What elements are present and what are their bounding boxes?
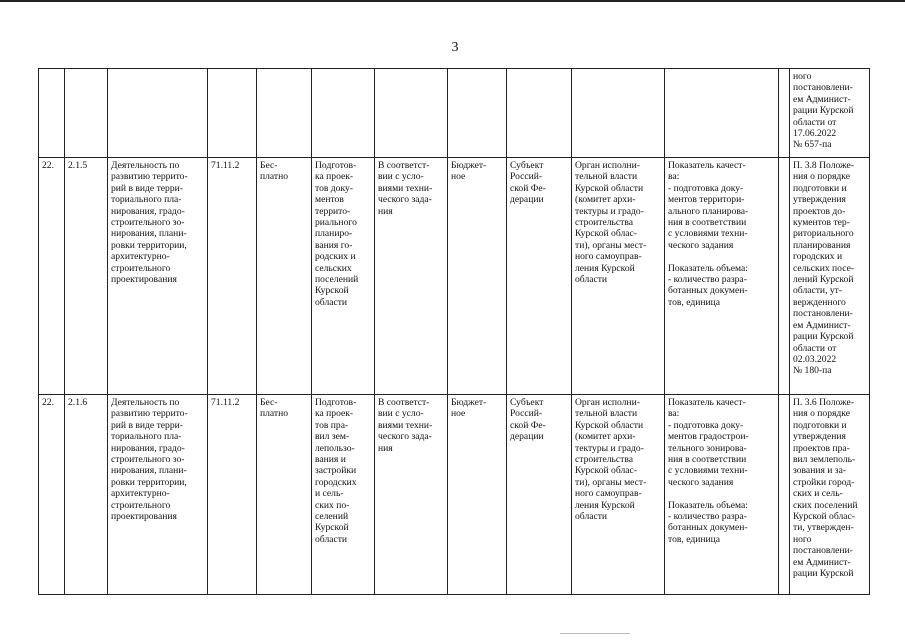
page-number: 3 xyxy=(451,40,459,55)
content-text: Подготов- ка проек- тов доку- ментов террито- риального планиро- вания го- родских и сельских поселений Курской области xyxy=(315,160,359,308)
cell-empty xyxy=(507,69,572,158)
founder-text: Субъект Россий- ской Фе- дерации xyxy=(510,160,546,206)
okved-code: 71.11.2 xyxy=(211,397,240,408)
cell-payment xyxy=(257,158,312,395)
row-code: 2.1.5 xyxy=(68,160,88,171)
basis-continued-text: ного постановлени- ем Админист- рации Курской области от 17.06.2022 № 657-па xyxy=(793,71,854,151)
cell-organ xyxy=(572,158,665,395)
content-text: Подготов- ка проек- тов пра- вил зем- лепользо- вания и застройки городских и сель- ских по- селений Курской области xyxy=(315,397,357,545)
conditions-text: В соответст- вии с усло- виями техни- ческого зада- ния xyxy=(378,160,433,217)
cell-empty xyxy=(208,69,257,158)
founder-text: Субъект Россий- ской Фе- дерации xyxy=(510,397,546,443)
cell-type xyxy=(448,158,507,395)
cell-basis xyxy=(790,395,870,595)
organ-text: Орган исполни- тельной власти Курской области (комитет архи- тектуры и градо- строительства Курской облас- ти), органы мест- ного самоуправ- ления Курской области xyxy=(575,397,647,523)
row-code: 2.1.6 xyxy=(68,397,88,408)
cell-empty xyxy=(448,69,507,158)
cell-empty xyxy=(779,69,790,158)
basis-text: П. 3.8 Положе- ния о порядке подготовки и утверждения проектов до- кументов тер- риториального планирования городских и сельских посе- лений Курской области, ут- вержденного постановлени- ем Админист- рации Курской области от 02.03.2022 № 180-па xyxy=(793,160,855,377)
cell-empty xyxy=(665,69,779,158)
cell-empty xyxy=(108,69,208,158)
cell-organ xyxy=(572,395,665,595)
institution-type-text: Бюджет- ное xyxy=(451,397,487,420)
scan-mark xyxy=(560,633,630,634)
cell-content xyxy=(312,395,375,595)
institution-type-text: Бюджет- ное xyxy=(451,160,487,183)
table-row xyxy=(39,158,870,395)
cell-empty xyxy=(39,69,65,158)
organ-text: Орган исполни- тельной власти Курской области (комитет архи- тектуры и градо- строительства Курской облас- ти), органы мест- ного самоуправ- ления Курской области xyxy=(575,160,647,286)
cell-payment xyxy=(257,395,312,595)
cell-founder xyxy=(507,395,572,595)
activity-text: Деятельность по развитию террито- рий в виде терри- ториального пла- нирования, градо- строительного зо- нирования, плани- ровки территории, архитектурно- строительного проектирования xyxy=(111,160,188,286)
cell-basis xyxy=(790,158,870,395)
cell-founder xyxy=(507,158,572,395)
row-number: 22. xyxy=(42,160,54,171)
cell-code xyxy=(65,395,108,595)
activity-text: Деятельность по развитию террито- рий в виде терри- ториального пла- нирования, градо- строительного зо- нирования, плани- ровки территории, архитектурно- строительного проектирования xyxy=(111,397,188,523)
cell-code xyxy=(65,158,108,395)
basis-text: П. 3.6 Положе- ния о порядке подготовки и утверждения проектов пра- вил землеполь- зования и за- стройки город- ских и сель- ских поселений Курской облас- ти, утвержден- ного постановлени- ем Админист- рации Курской xyxy=(793,397,858,580)
row-number: 22. xyxy=(42,397,54,408)
continuation-row xyxy=(39,69,870,158)
cell-empty xyxy=(312,69,375,158)
cell-empty xyxy=(779,158,790,395)
cell-num xyxy=(39,158,65,395)
payment-text: Бес- платно xyxy=(260,160,289,183)
cell-activity xyxy=(108,158,208,395)
indicators-text: Показатель качест- ва: - подготовка доку- ментов градострои- тельного зонирова- ния в соответствии с условиями техни- ческого задания Показатель объема: - количество разра- ботанных докумен- тов, единица xyxy=(668,397,749,545)
table-row xyxy=(39,395,870,595)
cell-indicators xyxy=(665,395,779,595)
cell-basis-continued xyxy=(790,69,870,158)
top-border-line xyxy=(0,0,905,2)
cell-empty xyxy=(779,395,790,595)
cell-empty xyxy=(375,69,448,158)
cell-num xyxy=(39,395,65,595)
registry-table xyxy=(38,68,870,595)
cell-okved xyxy=(208,395,257,595)
cell-indicators xyxy=(665,158,779,395)
cell-content xyxy=(312,158,375,395)
cell-type xyxy=(448,395,507,595)
cell-conditions xyxy=(375,395,448,595)
cell-okved xyxy=(208,158,257,395)
indicators-text: Показатель качест- ва: - подготовка доку- ментов территори- ального планирова- ния в соответствии с условиями техни- ческого задания Показатель объема: - количество разра- ботанных докумен- тов, единица xyxy=(668,160,749,308)
conditions-text: В соответст- вии с усло- виями техни- ческого зада- ния xyxy=(378,397,433,454)
cell-activity xyxy=(108,395,208,595)
cell-empty xyxy=(65,69,108,158)
cell-empty xyxy=(257,69,312,158)
payment-text: Бес- платно xyxy=(260,397,289,420)
cell-conditions xyxy=(375,158,448,395)
okved-code: 71.11.2 xyxy=(211,160,240,171)
cell-empty xyxy=(572,69,665,158)
